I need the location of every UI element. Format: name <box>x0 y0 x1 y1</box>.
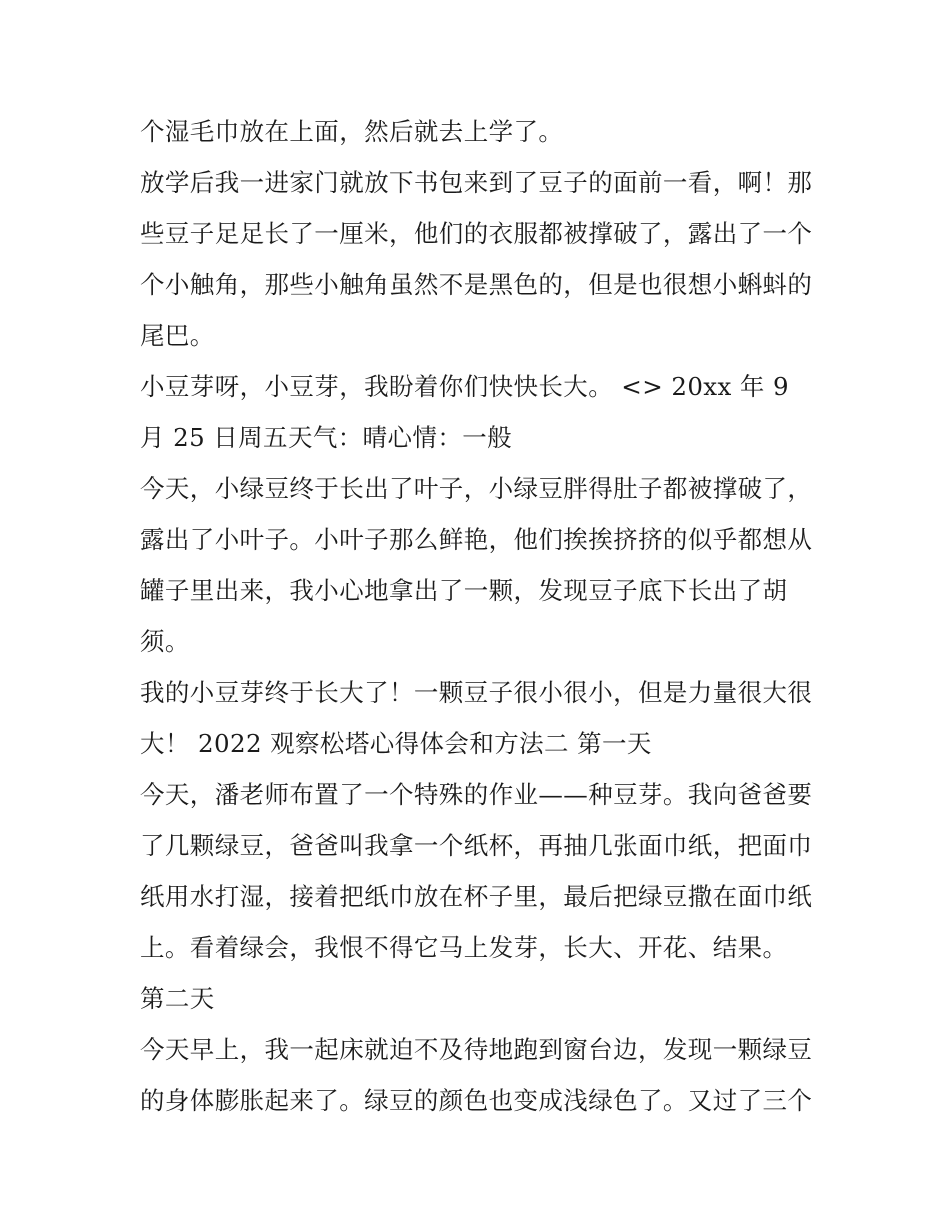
paragraph-1: 个湿毛巾放在上面，然后就去上学了。 <box>140 117 564 146</box>
paragraph-6: 今天，潘老师布置了一个特殊的作业——种豆芽。我向爸爸要了几颗绿豆，爸爸叫我拿一个纸杯，再抽几张面巾纸，把面巾纸用水打湿，接着把纸巾放在杯子里，最后把绿豆撒在面巾纸上。看着绿会，我恨不得它马上发芽，长大、开花、结果。 <box>140 780 813 962</box>
paragraph-2: 放学后我一进家门就放下书包来到了豆子的面前一看，啊！那些豆子足足长了一厘米，他们的衣服都被撑破了，露出了一个个小触角，那些小触角虽然不是黑色的，但是也很想小蝌蚪的尾巴。 <box>140 168 813 350</box>
paragraph-3: 小豆芽呀，小豆芽，我盼着你们快快长大。 <> 20xx 年 9 月 25 日周五天气：晴心情：一般 <box>140 372 790 452</box>
paragraph-8: 今天早上，我一起床就迫不及待地跑到窗台边，发现一颗绿豆的身体膨胀起来了。绿豆的颜色也变成浅绿色了。又过了三个 <box>140 1035 813 1115</box>
paragraph-4: 今天，小绿豆终于长出了叶子，小绿豆胖得肚子都被撑破了，露出了小叶子。小叶子那么鲜艳，他们挨挨挤挤的似乎都想从罐子里出来，我小心地拿出了一颗，发现豆子底下长出了胡须。 <box>140 474 813 656</box>
paragraph-7: 第二天 <box>140 984 215 1013</box>
document-body <box>140 106 820 1126</box>
paragraph-5: 我的小豆芽终于长大了！一颗豆子很小很小，但是力量很大很大！ 2022 观察松塔心得体会和方法二 第一天 <box>140 678 813 758</box>
